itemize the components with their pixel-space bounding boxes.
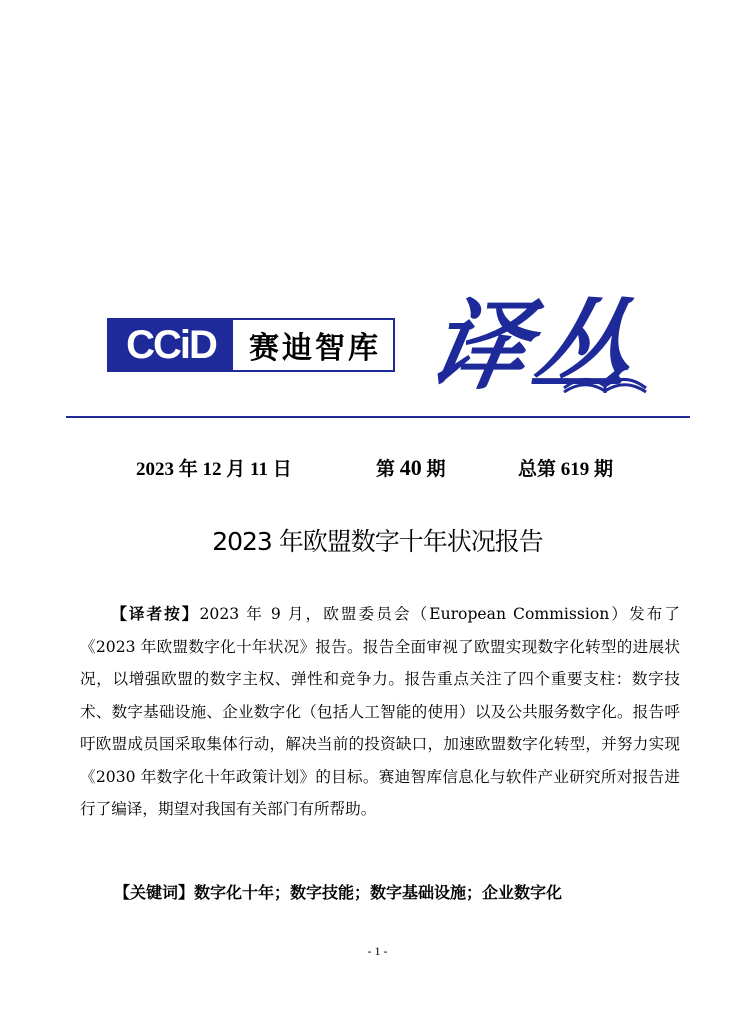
issue-number-prefix: 第	[376, 459, 396, 480]
page-number: - 1 -	[367, 944, 388, 958]
issue-number	[376, 454, 446, 480]
ccid-logo	[109, 320, 233, 370]
ccid-logo-box	[107, 318, 395, 372]
issue-total: 总第 619 期	[518, 459, 614, 480]
keywords-line	[114, 880, 714, 903]
issue-date: 2023 年 12 月 11 日	[136, 459, 292, 480]
org-name: 赛迪智库	[249, 331, 381, 366]
preface-paragraph	[80, 598, 680, 826]
header-divider	[66, 416, 690, 418]
keywords-text: 数字化十年；数字技能；数字基础设施；企业数字化	[194, 883, 563, 902]
keywords-label: 【关键词】	[114, 883, 195, 902]
preface-text: 2023 年 9 月，欧盟委员会（European Commission）发布了《2023 年欧盟数字化十年状况》报告。报告全面审视了欧盟实现数字化转型的进展状况，以增强欧盟的数字主权、弹性和竞争力。报告重点关注了四个重要支柱：数字技术、数字基础设施、企业数字化（包括人工智能的使用）以及公共服务数字化。报告呼吁欧盟成员国采取集体行动，解决当前的投资缺口，加速欧盟数字化转型，并努力实现《2030 年数字化十年政策计划》的目标。赛迪智库信息化与软件产业研究所对报告进行了编译，期望对我国有关部门有所帮助。	[80, 605, 680, 818]
issue-number-suffix: 期	[426, 459, 446, 480]
book-icon	[560, 362, 650, 394]
ccid-logo-text: CCiD	[126, 322, 216, 367]
issue-number-value: 40	[399, 455, 422, 480]
preface-label: 【译者按】	[111, 604, 200, 623]
series-title: 译丛	[419, 290, 649, 404]
page-title: 2023 年欧盟数字十年状况报告	[212, 527, 543, 556]
